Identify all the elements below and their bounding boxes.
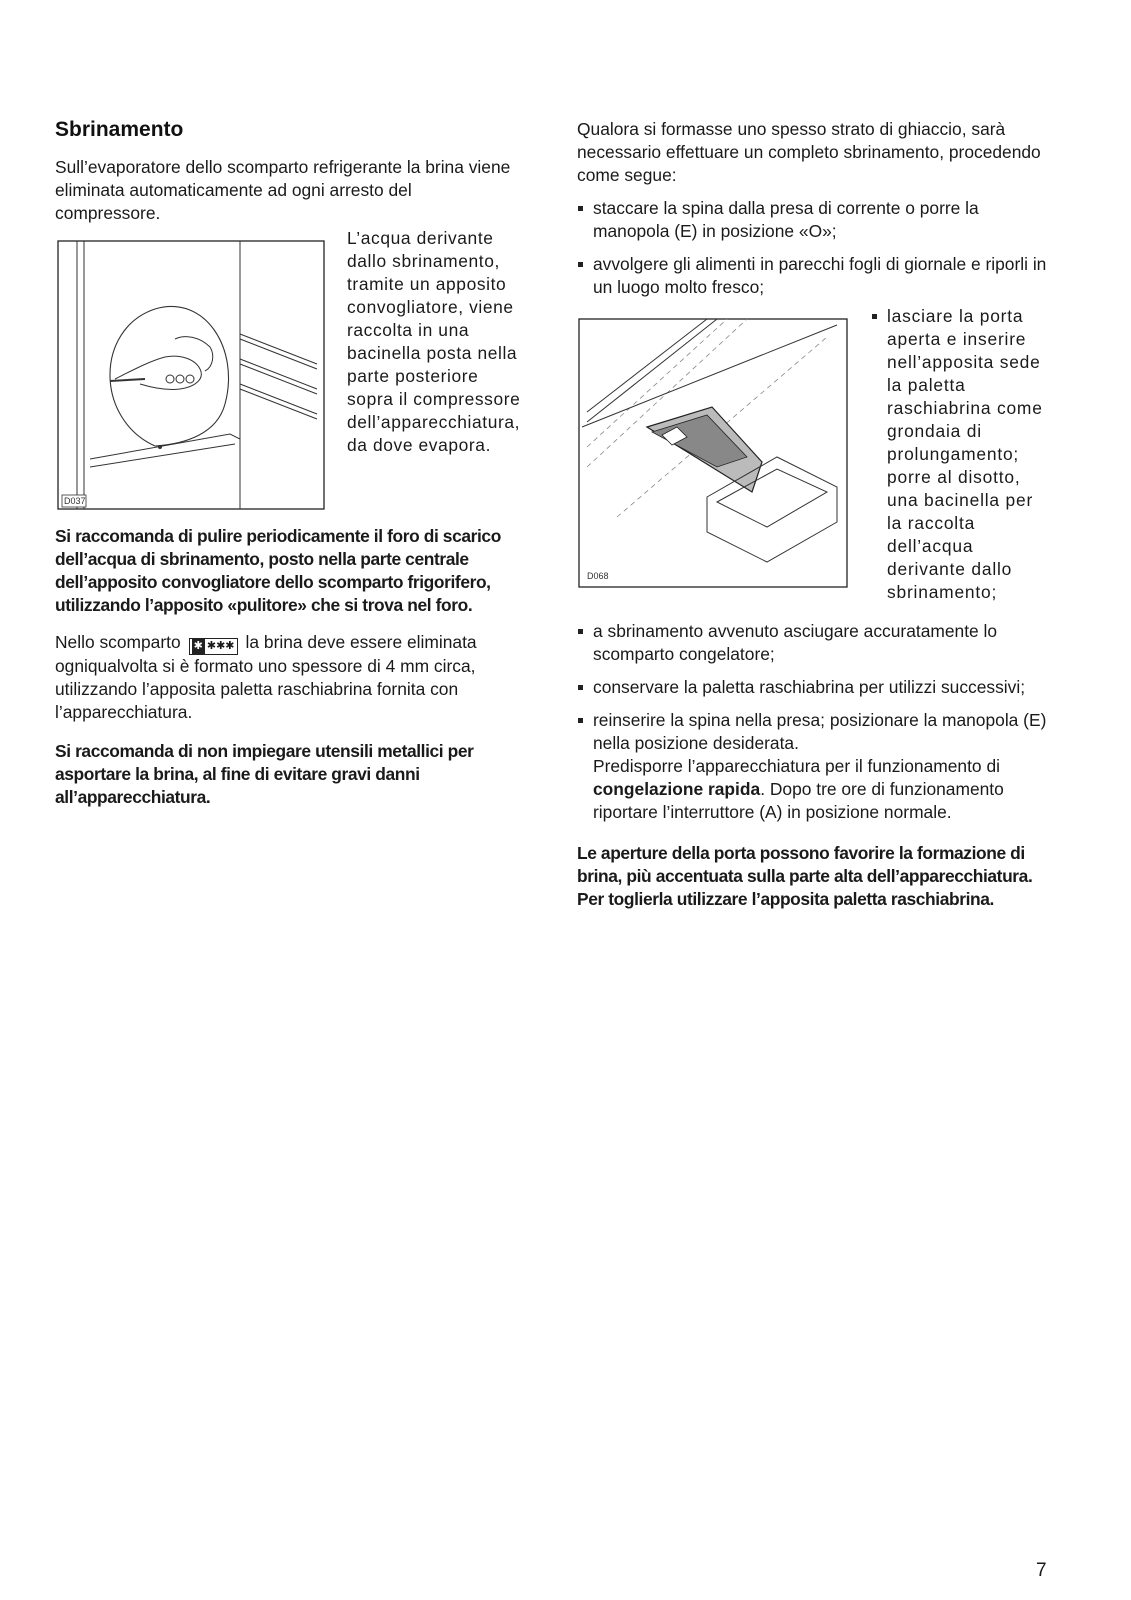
step-item: lasciare la porta aperta e inserire nell’apposita sede la paletta raschiabrina come grondaia di prolungamento; porre al disotto, una bacinella per la raccolta dell’acqua derivante dallo sbrinamento; — [871, 305, 1047, 604]
figure-d037 — [55, 239, 327, 511]
last-step-line2-bold: congelazione rapida — [593, 779, 761, 799]
bold-warning-1: Si raccomanda di pulire periodicamente il foro di scarico dell’acqua di sbrinamento, posto nella parte centrale dell’apposito convogliatore dello scomparto frigorifero, utilizzando l’apposito «pulitore» che si trova nel foro. — [55, 526, 501, 615]
right-intro: Qualora si formasse uno spesso strato di ghiaccio, sarà necessario effettuare un completo sbrinamento, procedendo come segue: — [577, 119, 1041, 185]
last-step-line2-before: Predisporre l’apparecchiatura per il funzionamento di — [593, 756, 1000, 776]
freezer-paragraph — [55, 631, 521, 724]
figure-label-d068: D068 — [587, 571, 609, 581]
scraper-illustration — [577, 317, 849, 589]
step-item: a sbrinamento avvenuto asciugare accuratamente lo scomparto congelatore; — [577, 620, 1047, 666]
intro-paragraph: Sull’evaporatore dello scomparto refrigerante la brina viene eliminata automaticamente ad ogni arresto del compressore. — [55, 157, 511, 223]
steps-list-bottom — [577, 620, 1047, 824]
step-item: conservare la paletta raschiabrina per utilizzi successivi; — [577, 676, 1047, 699]
figure2-step-list — [871, 305, 1047, 614]
figure1-row — [55, 227, 521, 511]
freezer-text-before: Nello scomparto — [55, 632, 181, 652]
section-title: Sbrinamento — [55, 118, 184, 141]
freezer-text-after: la brina deve essere eliminata ogniqualvolta si è formato uno spessore di 4 mm circa, utilizzando l’apposita paletta raschiabrina fornita con l’apparecchiatura. — [55, 632, 477, 722]
drain-illustration — [55, 239, 327, 511]
step-item-last — [577, 709, 1047, 824]
page-number: 7 — [1036, 1560, 1047, 1581]
step-item: avvolgere gli alimenti in parecchi fogli di giornale e riporli in un luogo molto fresco; — [577, 253, 1047, 299]
right-column — [577, 118, 1047, 911]
freezer-star-icon — [189, 638, 238, 655]
steps-list-top — [577, 197, 1047, 299]
left-column — [55, 118, 521, 809]
bold-note-2: Per toglierla utilizzare l’apposita paletta raschiabrina. — [577, 889, 994, 909]
step-item: staccare la spina dalla presa di corrente o porre la manopola (E) in posizione «O»; — [577, 197, 1047, 243]
freezer-star-left: ✱ — [193, 640, 203, 652]
figure1-text: L’acqua derivante dallo sbrinamento, tramite un apposito convogliatore, viene raccolta in una bacinella posta nella parte posteriore sopra il compressore dell’apparecchiatura, da dove evapora. — [347, 228, 521, 455]
bold-note-1: Le aperture della porta possono favorire la formazione di brina, più accentuata sulla parte alta dell’apparecchiatura. — [577, 843, 1033, 886]
figure2-row — [577, 305, 1047, 614]
bold-warning-2: Si raccomanda di non impiegare utensili metallici per asportare la brina, al fine di evitare gravi danni all’apparecchiatura. — [55, 741, 474, 807]
figure-d068 — [577, 317, 849, 614]
last-step-line1: reinserire la spina nella presa; posizionare la manopola (E) nella posizione desiderata. — [593, 710, 1047, 753]
last-step-line2-after: . Dopo tre ore di funzionamento riportare l’interruttore (A) in posizione normale. — [593, 779, 1004, 822]
freezer-star-right: ✱✱✱ — [206, 640, 235, 652]
figure-label-d037: D037 — [64, 496, 86, 506]
